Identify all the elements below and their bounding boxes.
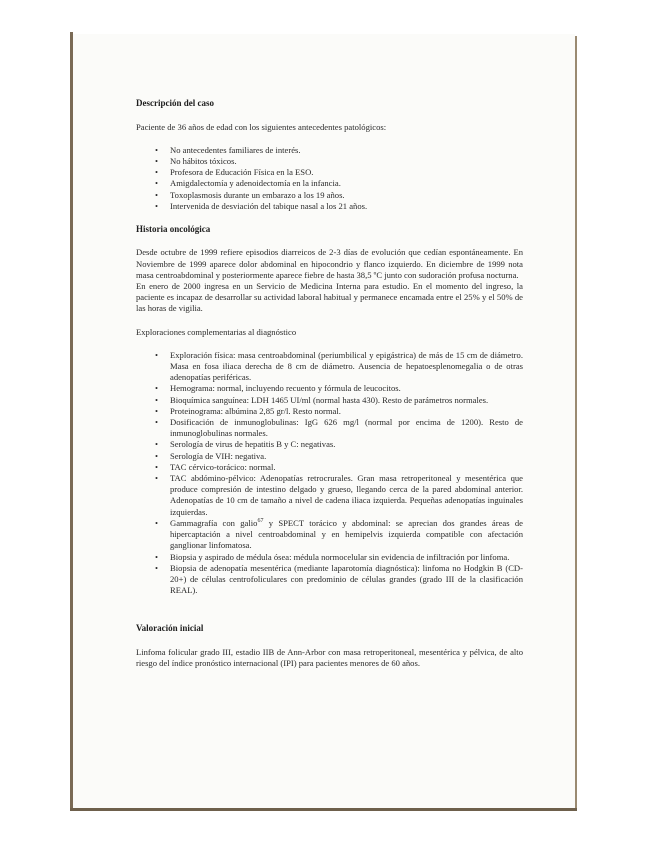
gammagrafia-text-end: y SPECT torácico y abdominal: se aprecian dos grandes áreas de hipercaptación a nivel centroabdominal y en hemipelvis izquierda compatible con afectación ganglionar linfomatosa. — [170, 517, 523, 551]
list-item: • Exploración física: masa centroabdominal (periumbilical y epigástrica) de más de 15 cm de diámetro. Masa en fosa iliaca derecha de 8 cm de diámetro. Ausencia de hepatoesplenomegalia o de otras adenopatías periféricas. — [170, 350, 523, 384]
list-item: • TAC cérvico-torácico: normal. — [170, 462, 523, 473]
list-item: • Bioquímica sanguínea: LDH 1465 UI/ml (normal hasta 430). Resto de parámetros normales. — [170, 395, 523, 406]
section-title-valoracion: Valoración inicial — [136, 623, 204, 634]
historia-paragraph-1: Desde octubre de 1999 refiere episodios diarreicos de 2-3 días de evolución que cedían espontáneamente. En Noviembre de 1999 aparece dolor abdominal en hipocondrio y flanco izquierdo. En diciembre de 1999 nota masa centroabdominal y posteriormente aparece fiebre de hasta 38,5 ºC junto con sudoración profusa nocturna. — [136, 247, 523, 280]
list-item: • No hábitos tóxicos. — [170, 156, 523, 167]
exploraciones-list — [136, 350, 523, 596]
historia-paragraph-2: En enero de 2000 ingresa en un Servicio de Medicina Interna para estudio. En el momento del ingreso, la paciente es incapaz de desarrollar su actividad laboral habitual y permanece encamada entre el 25% y el 50% de las horas de vigilia. — [136, 281, 523, 314]
list-item: • TAC abdómino-pélvico: Adenopatías retrocrurales. Gran masa retroperitoneal y mesentérica que produce compresión de intestino delgado y grueso, llegando cerca de la pared abdominal anterior. Adenopatías de 10 cm de tamaño a nivel de cadena iliaca izquierda. Pequeñas adenopatías inguinales izquierdas. — [170, 473, 523, 518]
valoracion-text: Linfoma folicular grado III, estadio IIB de Ann-Arbor con masa retroperitoneal, mesentérica y pélvica, de alto riesgo del índice pronóstico internacional (IPI) para pacientes menores de 60 años. — [136, 646, 523, 669]
descripcion-intro: Paciente de 36 años de edad con los siguientes antecedentes patológicos: — [136, 121, 387, 132]
scan-edge-right — [575, 36, 577, 810]
list-item: • Profesora de Educación Física en la ESO. — [170, 167, 523, 178]
page — [73, 34, 575, 808]
galio-superscript: 67 — [257, 518, 264, 525]
section-title-descripcion: Descripción del caso — [136, 98, 214, 108]
list-item: • Dosificación de inmunoglobulinas: IgG 626 mg/l (normal por encima de 1200). Resto de inmunoglobulinas normales. — [170, 417, 523, 439]
exploraciones-intro: Exploraciones complementarias al diagnóstico — [136, 326, 297, 337]
list-item: • Serología de VIH: negativa. — [170, 451, 523, 462]
list-item: • Serología de virus de hepatitis B y C: negativas. — [170, 439, 523, 450]
list-item: • Amigdalectomía y adenoidectomía en la infancia. — [170, 178, 523, 189]
scan-edge-bottom — [70, 808, 577, 811]
list-item: • No antecedentes familiares de interés. — [170, 145, 523, 156]
list-item: • Intervenida de desviación del tabique nasal a los 21 años. — [170, 201, 523, 212]
list-item: • Proteinograma: albúmina 2,85 gr/l. Resto normal. — [170, 406, 523, 417]
list-item-gammagrafia — [170, 518, 523, 552]
list-item: • Biopsia de adenopatía mesentérica (mediante laparotomía diagnóstica): linfoma no Hodgkin B (CD-20+) de células centrofoliculares con predominio de células grandes (grado III de la clasificación REAL). — [170, 563, 523, 597]
list-item: • Biopsia y aspirado de médula ósea: médula normocelular sin evidencia de infiltración por linfoma. — [170, 552, 523, 563]
antecedentes-list — [136, 145, 523, 212]
gammagrafia-text-start: Gammagrafía con galio — [170, 517, 258, 528]
page-content — [136, 98, 523, 669]
section-title-historia: Historia oncológica — [136, 223, 211, 234]
list-item: • Hemograma: normal, incluyendo recuento y fórmula de leucocitos. — [170, 383, 523, 394]
list-item: • Toxoplasmosis durante un embarazo a los 19 años. — [170, 190, 523, 201]
